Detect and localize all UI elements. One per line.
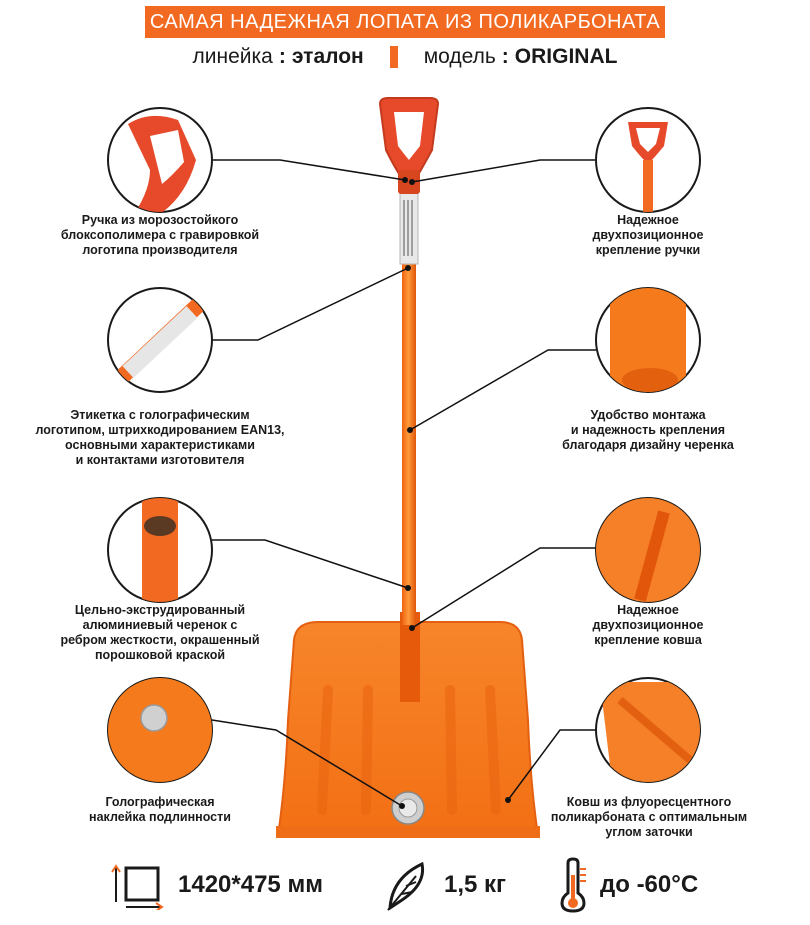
detail-pole-closeup <box>108 496 212 606</box>
detail-pole-design-closeup <box>596 288 700 398</box>
detail-sticker-closeup <box>108 678 212 782</box>
colon-2: : <box>501 45 509 68</box>
detail-label-closeup <box>108 288 212 392</box>
caption-label: Этикетка с голографическим логотипом, штрихкодированием EAN13, основными характеристиками и контактами изготовителя <box>35 408 285 467</box>
line-value: эталон <box>291 45 364 68</box>
caption-scoop: Ковш из флуоресцентного поликарбоната с оптимальным углом заточки <box>550 795 748 839</box>
colon-1: : <box>278 45 286 68</box>
detail-scoop-closeup <box>596 678 700 782</box>
model-value: ORIGINAL <box>514 45 618 68</box>
specs-row <box>0 855 810 915</box>
caption-pole: Цельно-экструдированный алюминиевый черенок с ребром жесткости, окрашенный порошковой краской <box>60 603 260 662</box>
detail-handle-closeup <box>108 108 212 214</box>
hologram-sticker <box>392 792 424 824</box>
detail-scoop-mount-closeup <box>596 498 700 602</box>
spec-weight-value: 1,5 кг <box>444 871 507 898</box>
thermometer-icon <box>556 857 590 913</box>
feather-icon <box>382 858 434 912</box>
caption-hologram: Голографическая наклейка подлинности <box>89 795 231 824</box>
spec-temperature-value: до -60°C <box>600 871 699 898</box>
spec-temperature <box>556 855 698 915</box>
caption-handle: Ручка из морозостойкого блоксополимера с гравировкой логотипа производителя <box>60 213 260 257</box>
title-text: САМАЯ НАДЕЖНАЯ ЛОПАТА ИЗ ПОЛИКАРБОНАТА <box>149 10 661 33</box>
model-label: модель <box>423 45 496 68</box>
pole-label <box>400 192 418 264</box>
caption-handle-mount: Надежное двухпозиционное крепление ручки <box>592 213 704 257</box>
caption-scoop-mount: Надежное двухпозиционное крепление ковша <box>592 603 704 647</box>
caption-pole-design: Удобство монтажа и надежность крепления благодаря дизайну черенка <box>562 408 734 452</box>
spec-size-value: 1420*475 мм <box>178 871 323 898</box>
spec-size <box>108 855 323 915</box>
detail-handle-mount-closeup <box>596 108 700 220</box>
line-label: линейка <box>192 45 273 68</box>
dimensions-icon <box>108 860 168 910</box>
spec-weight <box>382 855 506 915</box>
